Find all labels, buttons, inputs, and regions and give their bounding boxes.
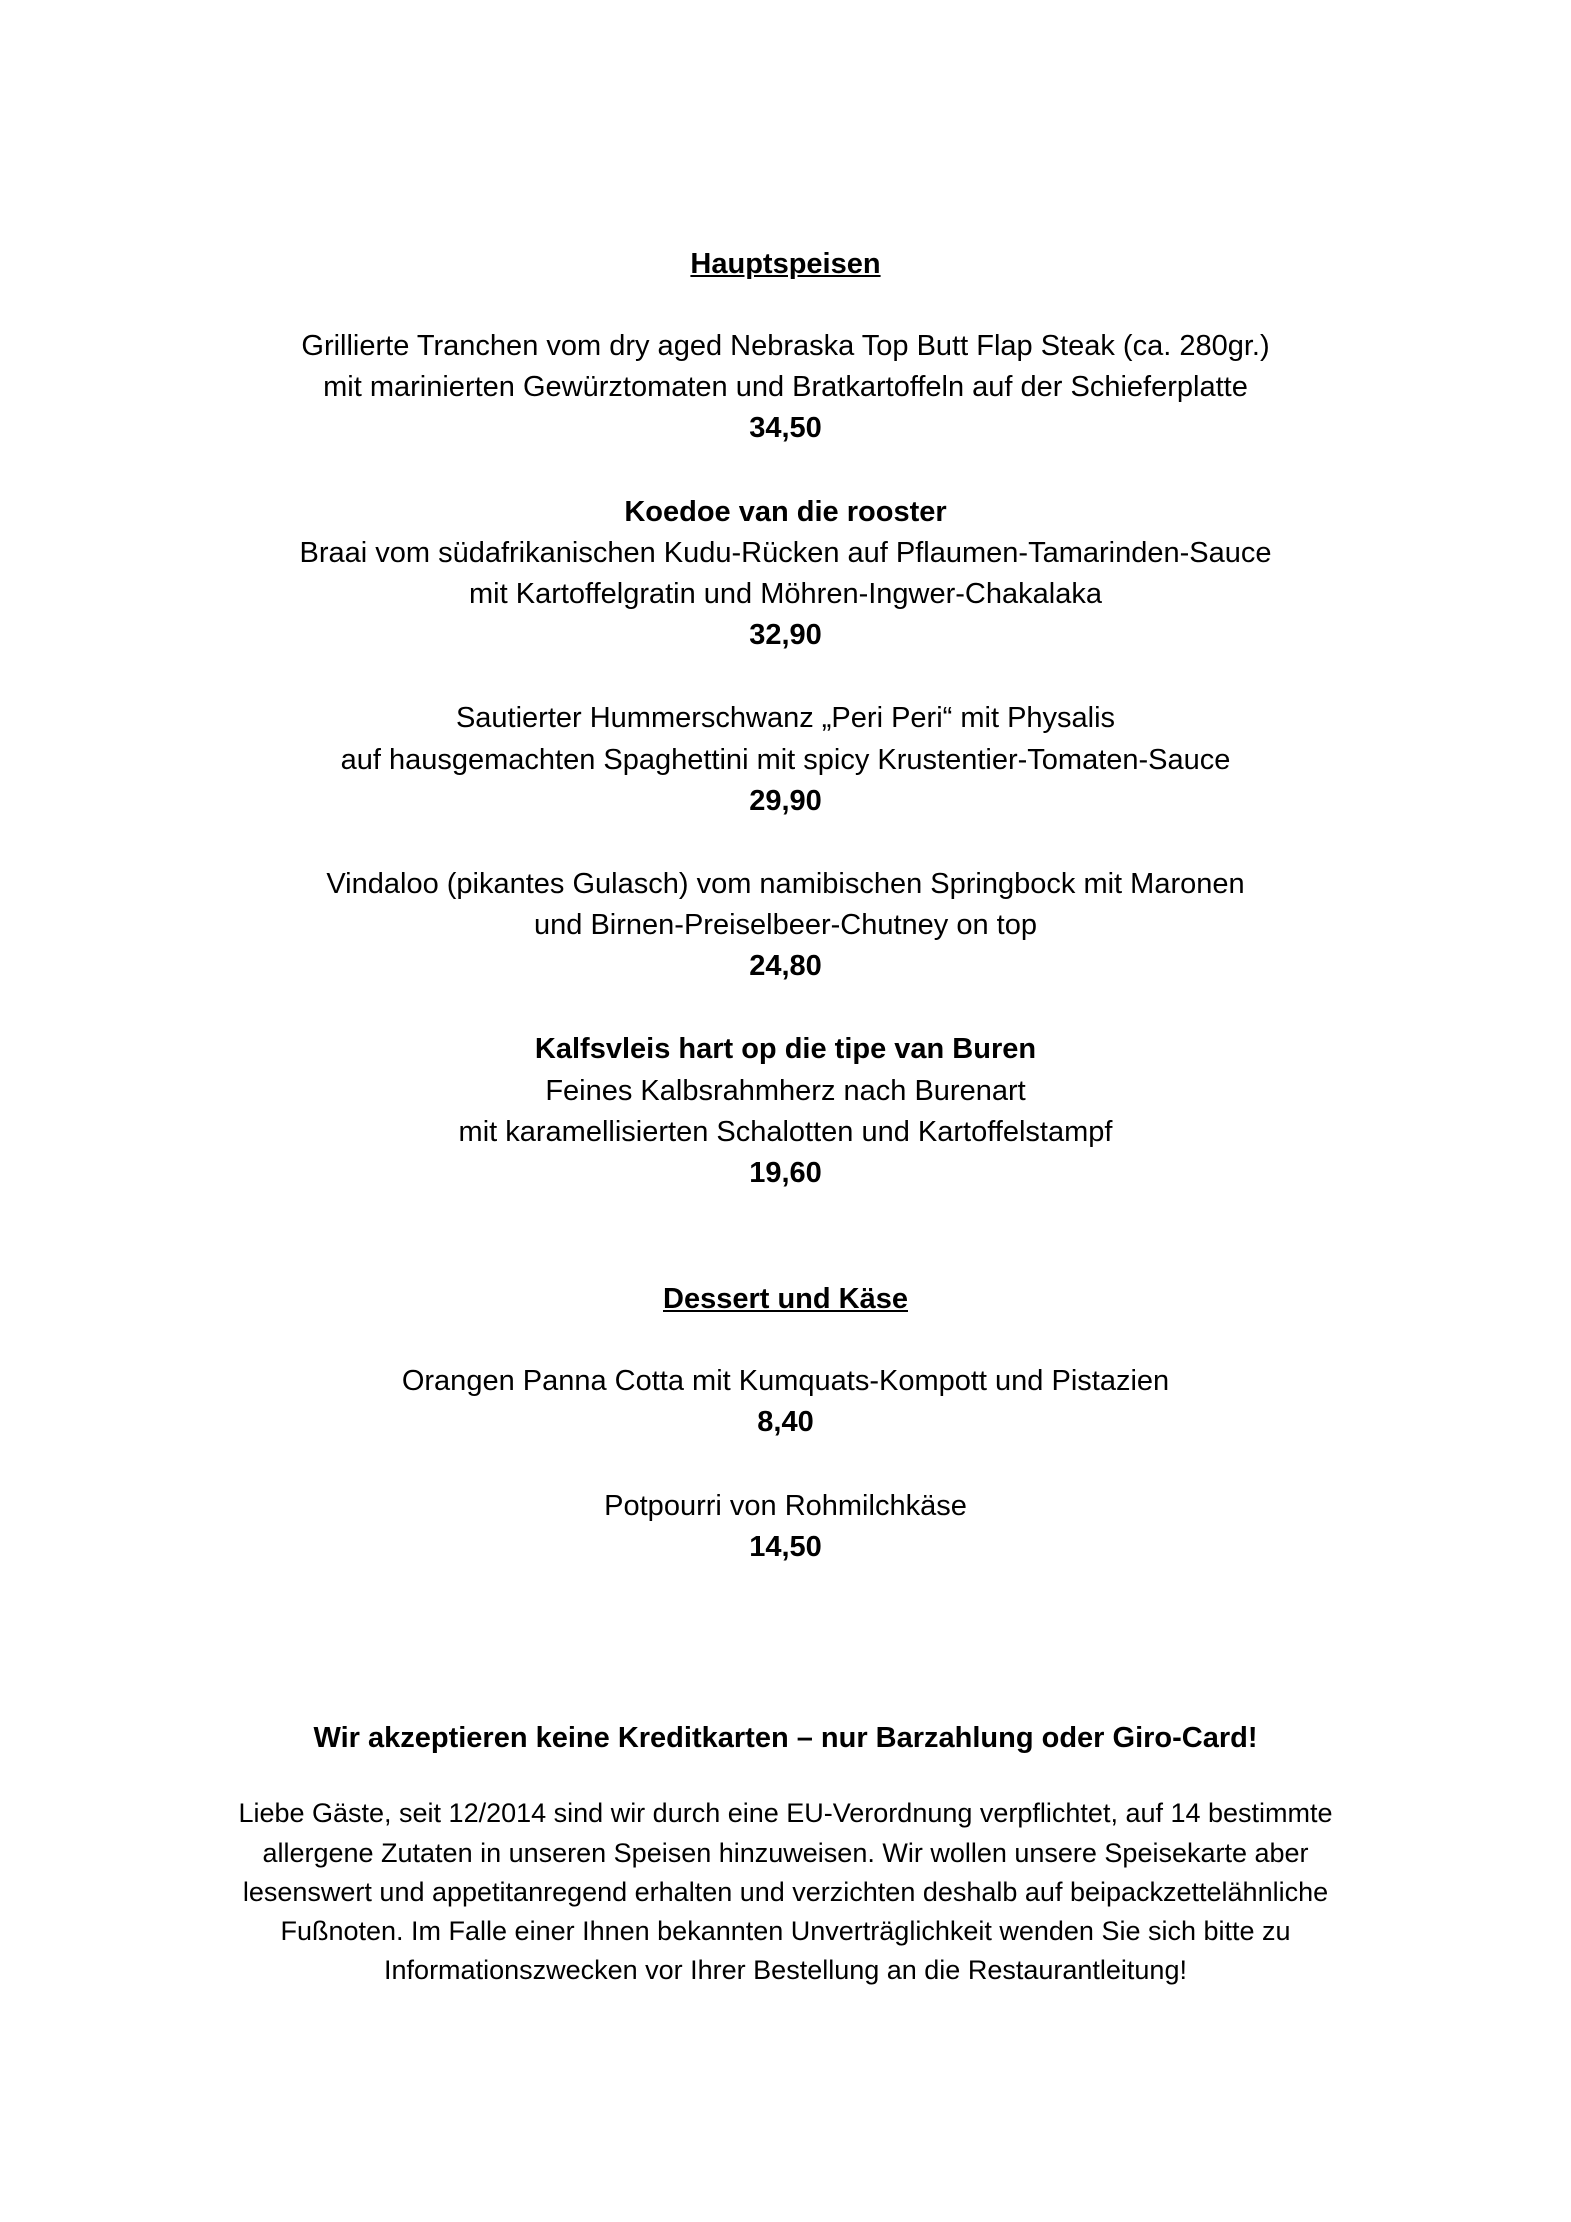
allergen-notice-line: allergene Zutaten in unseren Speisen hinzuweisen. Wir wollen unsere Speisekarte aber [262,1837,1309,1868]
menu-item-price: 24,80 [749,950,822,983]
menu-item-title: Koedoe van die rooster [624,495,947,528]
payment-notice-title: Wir akzeptieren keine Kreditkarten – nur Barzahlung oder Giro-Card! [313,1721,1258,1754]
spacer [180,822,1391,864]
menu-item-price: 29,90 [749,784,822,817]
menu-section-hauptspeisen [180,245,1391,1194]
menu-item-price: 8,40 [757,1406,814,1439]
menu-item-line: auf hausgemachten Spaghettini mit spicy Krustentier-Tomaten-Sauce [340,743,1231,776]
menu-item [180,864,1391,988]
menu-item [180,698,1391,822]
menu-item [180,1029,1391,1194]
spacer [180,1319,1391,1361]
spacer [180,987,1391,1029]
menu-item-price: 14,50 [749,1530,822,1563]
menu-item-line: Braai vom südafrikanischen Kudu-Rücken auf Pflaumen-Tamarinden-Sauce [299,536,1272,569]
menu-item-line: mit Kartoffelgratin und Möhren-Ingwer-Chakalaka [469,578,1102,610]
spacer [180,1758,1391,1794]
section-title: Dessert und Käse [663,1283,908,1316]
menu-item-line: und Birnen-Preiselbeer-Chutney on top [534,909,1037,942]
menu-item [180,326,1391,450]
menu-item-price: 32,90 [749,619,822,652]
allergen-notice-line: Informationszwecken vor Ihrer Bestellung an die Restaurantleitung! [384,1955,1187,1986]
spacer [180,450,1391,492]
menu-item-line: Potpourri von Rohmilchkäse [604,1489,967,1522]
menu-item-line: mit marinierten Gewürztomaten und Bratkartoffeln auf der Schieferplatte [323,371,1248,404]
allergen-notice-line: lesenswert und appetitanregend erhalten und verzichten deshalb auf beipackzettelähnliche [242,1876,1329,1907]
menu-item [180,1361,1391,1443]
menu-item-line: mit karamellisierten Schalotten und Kartoffelstampf [458,1115,1113,1148]
menu-item [180,1486,1391,1568]
menu-item-line: Grillierte Tranchen vom dry aged Nebraska Top Butt Flap Steak (ca. 280gr.) [301,330,1270,363]
spacer [180,1194,1391,1280]
menu-item-title: Kalfsvleis hart op die tipe van Buren [534,1033,1037,1066]
menu-item-line: Vindaloo (pikantes Gulasch) vom namibischen Springbock mit Maronen [326,867,1245,900]
menu-item-line: Orangen Panna Cotta mit Kumquats-Kompott und Pistazien [401,1365,1170,1398]
allergen-notice [221,1794,1351,1990]
menu-item-price: 34,50 [749,412,822,445]
section-title: Hauptspeisen [690,248,881,280]
spacer [180,284,1391,326]
allergen-notice-line: Liebe Gäste, seit 12/2014 sind wir durch eine EU-Verordnung verpflichtet, auf 14 bestimmte [238,1798,1333,1829]
spacer [180,1568,1391,1718]
menu-item-price: 19,60 [749,1156,822,1189]
menu-item-line: Feines Kalbsrahmherz nach Burenart [545,1074,1026,1107]
menu-item [180,492,1391,657]
spacer [180,1444,1391,1486]
menu-section-dessert-und-kaese [180,1280,1391,1568]
spacer [180,656,1391,698]
menu-item-line: Sautierter Hummerschwanz „Peri Peri“ mit Physalis [455,702,1116,735]
allergen-notice-line: Fußnoten. Im Falle einer Ihnen bekannten Unverträglichkeit wenden Sie sich bitte zu [280,1915,1291,1946]
